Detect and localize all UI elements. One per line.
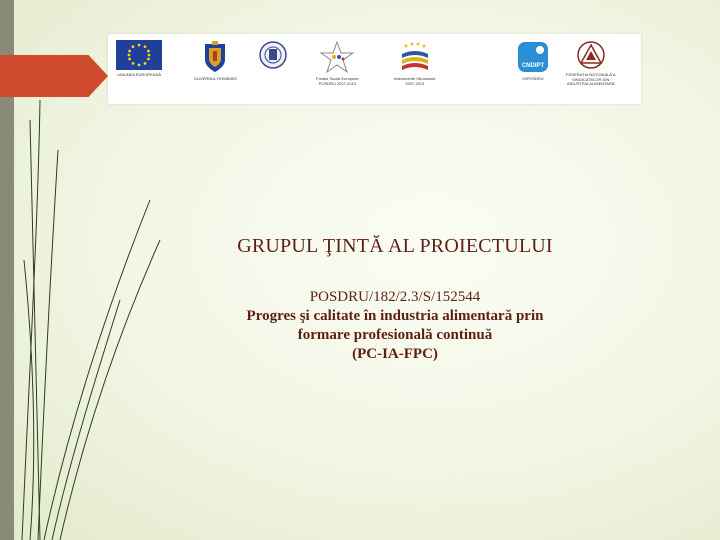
project-acronym: (PC-IA-FPC) xyxy=(352,346,438,362)
ministry-seal-icon xyxy=(258,40,288,70)
fse-star-icon xyxy=(317,40,357,74)
svg-text:CNDIPT: CNDIPT xyxy=(521,63,545,69)
logo-fse xyxy=(316,40,359,86)
logo-eu xyxy=(116,40,162,78)
logo-caption: Instrumente Structurale 2007-2013 xyxy=(394,76,436,86)
logo-ministry xyxy=(258,40,288,73)
logo-caption: UNIUNEA EUROPEANĂ xyxy=(116,72,161,77)
project-code: POSDRU/182/2.3/S/152544 xyxy=(309,289,481,305)
project-name-line-1: Progres şi calitate în industria alimentară prin xyxy=(246,308,544,324)
project-name-line-2: formare profesională continuă xyxy=(297,327,493,343)
romania-coat-of-arms-icon xyxy=(201,40,229,74)
logo-government xyxy=(194,40,237,82)
logo-caption: OIPOSDRU xyxy=(522,76,544,81)
page-title: GRUPUL ŢINTĂ AL PROIECTULUI xyxy=(237,235,553,257)
cndipt-icon xyxy=(516,40,550,74)
logo-structural-instruments xyxy=(394,40,436,86)
logo-federation xyxy=(566,40,616,87)
red-arrow-accent xyxy=(0,55,108,97)
eu-flag-icon xyxy=(116,40,162,70)
partner-logos-banner xyxy=(108,34,641,104)
logo-caption: FEDERAȚIA NAȚIONALĂ A SINDICATELOR DIN INDUSTRIA ALIMENTARĂ xyxy=(566,72,616,87)
logo-cndipt xyxy=(516,40,550,82)
federation-triangle-icon xyxy=(575,40,607,70)
logo-caption: Fondul Social European POSDRU 2007-2013 xyxy=(316,76,359,86)
logo-caption: GUVERNUL ROMÂNIEI xyxy=(194,76,237,81)
structural-instruments-icon xyxy=(398,40,432,74)
project-subtitle xyxy=(160,288,630,364)
